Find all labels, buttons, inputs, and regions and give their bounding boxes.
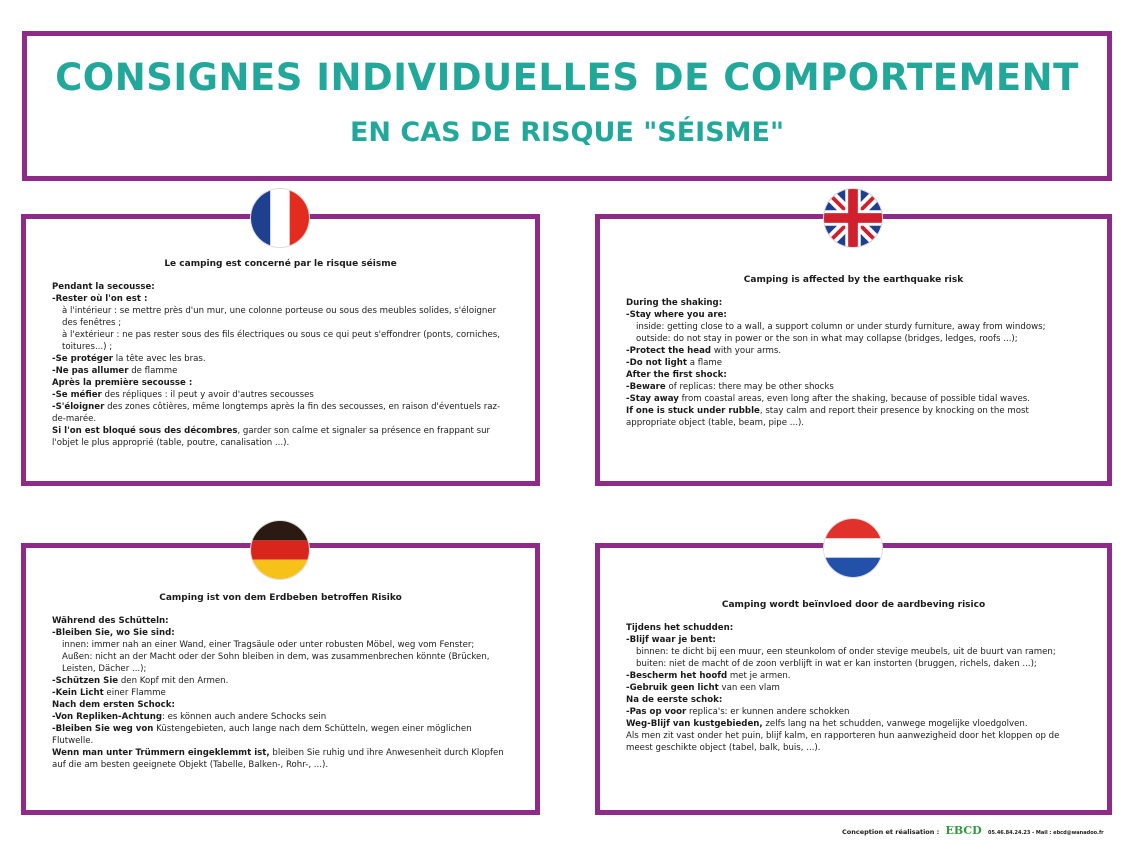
instruction-line bbox=[626, 297, 1081, 309]
instruction-keyword: Wenn man unter Trümmern eingeklemmt ist, bbox=[52, 748, 270, 758]
card-german bbox=[21, 543, 540, 815]
instruction-keyword: -Rester où l'on est : bbox=[52, 294, 148, 304]
instruction-keyword: -Protect the head bbox=[626, 346, 712, 356]
instruction-line bbox=[52, 365, 509, 377]
instruction-line bbox=[626, 345, 1081, 357]
header-banner bbox=[22, 31, 1112, 181]
instruction-keyword: Tijdens het schudden: bbox=[626, 623, 734, 633]
instruction-text: Als men zit vast onder het puin, blijf kalm, en rapporteren hun aanwezigheid door het kloppen op de meest geschikte object (tabel, balk, buis, ...). bbox=[626, 731, 1060, 753]
instruction-keyword: Après la première secousse : bbox=[52, 378, 193, 388]
instruction-keyword: -Ne pas allumer bbox=[52, 366, 129, 376]
brand-logo: EBCD bbox=[945, 824, 982, 837]
instruction-text: outside: do not stay in power or the son in what may collapse (bridges, ledges, roofs ...); bbox=[636, 334, 1018, 344]
instruction-line bbox=[626, 670, 1081, 682]
card-dutch bbox=[595, 543, 1112, 815]
instruction-line bbox=[626, 658, 1081, 670]
germany-flag-icon bbox=[251, 521, 309, 579]
instruction-text: Außen: nicht an der Macht oder der Sohn bleiben in dem, was zusammenbrechen könnte (Brücken, Leisten, Dächer ...); bbox=[62, 652, 490, 674]
instruction-keyword: -Von Repliken-Achtung bbox=[52, 712, 162, 722]
card-body bbox=[626, 622, 1081, 754]
instruction-text: zelfs lang na het schudden, vanwege mogelijke vloedgolven. bbox=[762, 719, 1028, 729]
instruction-line bbox=[626, 706, 1081, 718]
instruction-line bbox=[626, 405, 1081, 429]
instruction-keyword: Während des Schütteln: bbox=[52, 616, 169, 626]
instruction-keyword: Weg-Blijf van kustgebieden, bbox=[626, 719, 763, 729]
instruction-keyword: -Do not light bbox=[626, 358, 687, 368]
instruction-keyword: -Se protéger bbox=[52, 354, 114, 364]
instruction-text: des répliques : il peut y avoir d'autres secousses bbox=[101, 390, 314, 400]
instruction-line bbox=[626, 357, 1081, 369]
instruction-line bbox=[626, 333, 1081, 345]
instruction-line bbox=[626, 381, 1081, 393]
instruction-line bbox=[52, 747, 509, 771]
instruction-line bbox=[52, 293, 509, 305]
instruction-line bbox=[52, 723, 509, 747]
instruction-line bbox=[626, 730, 1081, 754]
instruction-line bbox=[626, 694, 1081, 706]
instruction-keyword: -Schützen Sie bbox=[52, 676, 119, 686]
card-title: Camping is affected by the earthquake risk bbox=[743, 275, 964, 285]
instruction-line bbox=[52, 329, 509, 353]
instruction-keyword: During the shaking: bbox=[626, 298, 723, 308]
instruction-keyword: -Beware bbox=[626, 382, 666, 392]
instruction-line bbox=[52, 281, 509, 293]
instruction-line bbox=[52, 353, 509, 365]
instruction-keyword: Nach dem ersten Schock: bbox=[52, 700, 175, 710]
instruction-text: buiten: niet de macht of de zoon verblijft in wat er kan instorten (bruggen, richels, daken ...); bbox=[636, 659, 1037, 669]
instruction-line bbox=[52, 425, 509, 449]
instruction-keyword: After the first shock: bbox=[626, 370, 727, 380]
instruction-line bbox=[626, 646, 1081, 658]
instruction-keyword: Si l'on est bloqué sous des décombres bbox=[52, 426, 238, 436]
footer-label: Conception et réalisation : bbox=[842, 828, 940, 836]
instruction-line bbox=[626, 634, 1081, 646]
instruction-text: bleiben Sie ruhig und ihre Anwesenheit durch Klopfen auf die am besten geeignete Objekt (Tabelle, Balken-, Rohr-, ...). bbox=[52, 748, 504, 770]
uk-flag-icon bbox=[824, 189, 882, 247]
instruction-keyword: -Pas op voor bbox=[626, 707, 687, 717]
instruction-keyword: -Stay away bbox=[626, 394, 679, 404]
instruction-keyword: -Blijf waar je bent: bbox=[626, 635, 716, 645]
card-body bbox=[626, 297, 1081, 429]
instruction-text: de flamme bbox=[128, 366, 178, 376]
instruction-line bbox=[52, 389, 509, 401]
instruction-line bbox=[52, 699, 509, 711]
page-subtitle: EN CAS DE RISQUE "SÉISME" bbox=[349, 117, 785, 148]
footer-credits bbox=[842, 824, 1104, 837]
instruction-text: einer Flamme bbox=[103, 688, 166, 698]
instruction-text: replica's: er kunnen andere schokken bbox=[686, 707, 850, 717]
instruction-text: of replicas: there may be other shocks bbox=[665, 382, 834, 392]
instruction-line bbox=[52, 627, 509, 639]
instruction-keyword: -Stay where you are: bbox=[626, 310, 727, 320]
instruction-text: innen: immer nah an einer Wand, einer Tragsäule oder unter robusten Möbel, weg vom Fenster; bbox=[62, 640, 475, 650]
instruction-keyword: -Kein Licht bbox=[52, 688, 104, 698]
instruction-text: van een vlam bbox=[718, 683, 780, 693]
instruction-line bbox=[626, 321, 1081, 333]
instruction-text: a flame bbox=[687, 358, 723, 368]
instruction-line bbox=[52, 711, 509, 723]
instruction-text: binnen: te dicht bij een muur, een steunkolom of onder stevige meubels, uit de buurt van ramen; bbox=[636, 647, 1056, 657]
instruction-line bbox=[52, 675, 509, 687]
card-title: Camping ist von dem Erdbeben betroffen Risiko bbox=[159, 593, 402, 603]
instruction-text: Küstengebieten, auch lange nach dem Schütteln, wegen einer möglichen Flutwelle. bbox=[52, 724, 472, 746]
card-french bbox=[21, 214, 540, 486]
instruction-line bbox=[626, 309, 1081, 321]
instruction-keyword: Na de eerste schok: bbox=[626, 695, 723, 705]
instruction-line bbox=[626, 393, 1081, 405]
instruction-line bbox=[52, 687, 509, 699]
card-body bbox=[52, 281, 509, 449]
instruction-text: la tête avec les bras. bbox=[113, 354, 206, 364]
page-title: CONSIGNES INDIVIDUELLES DE COMPORTEMENT bbox=[55, 56, 1079, 99]
instruction-keyword: -S'éloigner bbox=[52, 402, 105, 412]
instruction-keyword: -Se méfier bbox=[52, 390, 102, 400]
instruction-text: met je armen. bbox=[727, 671, 791, 681]
instruction-keyword: If one is stuck under rubble bbox=[626, 406, 760, 416]
france-flag-icon bbox=[251, 189, 309, 247]
instruction-line bbox=[52, 305, 509, 329]
instruction-keyword: -Gebruik geen licht bbox=[626, 683, 719, 693]
footer-contact: 05.46.84.24.23 - Mail : ebcd@wanadoo.fr bbox=[987, 830, 1104, 836]
instruction-text: : es können auch andere Schocks sein bbox=[161, 712, 327, 722]
instruction-text: from coastal areas, even long after the shaking, because of possible tidal waves. bbox=[678, 394, 1030, 404]
instruction-line bbox=[626, 718, 1081, 730]
instruction-keyword: -Bleiben Sie weg von bbox=[52, 724, 154, 734]
instruction-line bbox=[626, 682, 1081, 694]
instruction-keyword: -Bleiben Sie, wo Sie sind: bbox=[52, 628, 175, 638]
card-body bbox=[52, 615, 509, 771]
card-title: Camping wordt beïnvloed door de aardbeving risico bbox=[721, 600, 986, 610]
instruction-line bbox=[52, 377, 509, 389]
instruction-text: , garder son calme et signaler sa présence en frappant sur l'objet le plus approprié (table, poutre, canalisation ...). bbox=[52, 426, 491, 448]
instruction-text: inside: getting close to a wall, a support column or under sturdy furniture, away from windows; bbox=[636, 322, 1046, 332]
instruction-text: den Kopf mit den Armen. bbox=[118, 676, 229, 686]
instruction-text: des zones côtières, même longtemps après la fin des secousses, en raison d'éventuels raz-de-marée. bbox=[52, 402, 501, 424]
instruction-line bbox=[626, 369, 1081, 381]
instruction-text: à l'intérieur : se mettre près d'un mur, une colonne porteuse ou sous des meubles solides, s'éloigner des fenêtres ; bbox=[62, 306, 497, 328]
instruction-text: à l'extérieur : ne pas rester sous des fils électriques ou sous ce qui peut s'effondrer (ponts, corniches, toitures...) ; bbox=[62, 330, 500, 352]
instruction-text: with your arms. bbox=[711, 346, 782, 356]
instruction-keyword: -Bescherm het hoofd bbox=[626, 671, 728, 681]
instruction-line bbox=[52, 651, 509, 675]
instruction-line bbox=[52, 639, 509, 651]
instruction-line bbox=[52, 615, 509, 627]
instruction-line bbox=[626, 622, 1081, 634]
instruction-line bbox=[52, 401, 509, 425]
instruction-keyword: Pendant la secousse: bbox=[52, 282, 155, 292]
instruction-text: , stay calm and report their presence by knocking on the most appropriate object (table, beam, pipe ...). bbox=[626, 406, 1029, 428]
card-english bbox=[595, 214, 1112, 486]
card-title: Le camping est concerné par le risque séisme bbox=[164, 259, 397, 269]
netherlands-flag-icon bbox=[824, 519, 882, 577]
